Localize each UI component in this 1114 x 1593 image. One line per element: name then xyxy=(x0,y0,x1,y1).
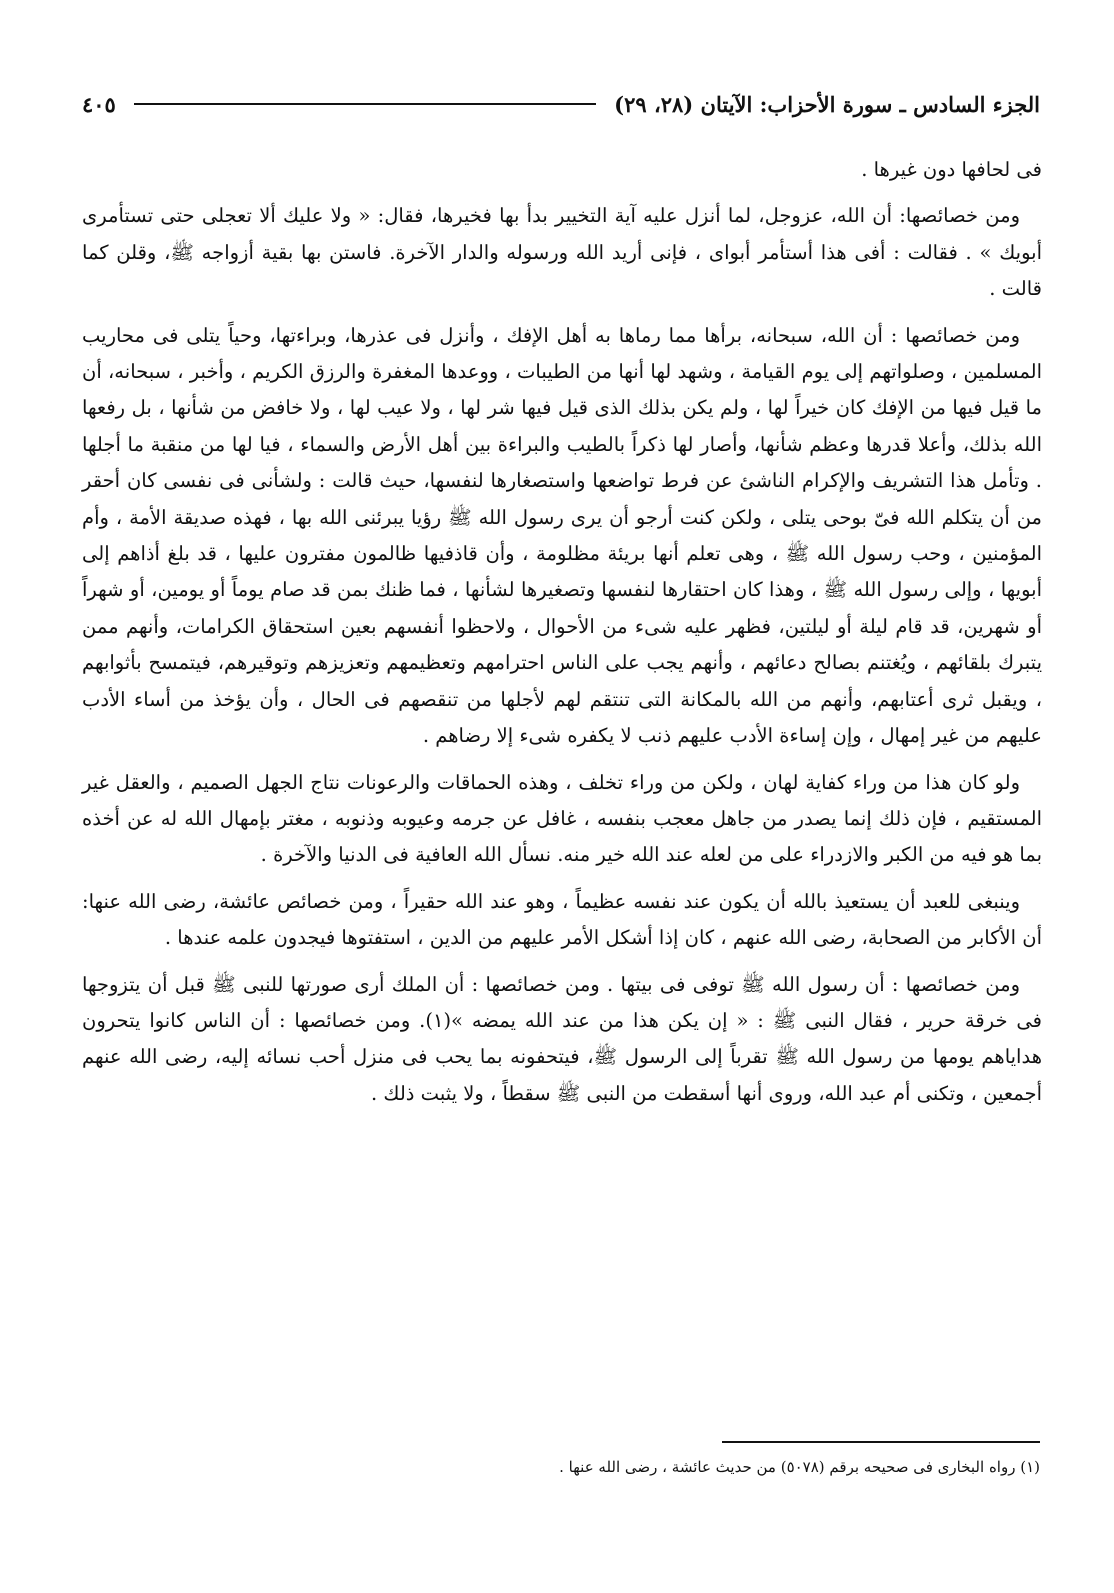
paragraph-continuation: فى لحافها دون غيرها . xyxy=(861,158,1042,181)
page-header xyxy=(82,86,1040,122)
running-header-title: الجزء السادس ـ سورة الأحزاب: الآيتان (٢٨، ٢٩) xyxy=(614,91,1040,117)
header-rule xyxy=(134,103,596,105)
paragraph-takhyir: ومن خصائصها: أن الله، عزوجل، لما أنزل عليه آية التخيير بدأ بها فخيرها، فقال: « ولا عليك ألا تعجلى حتى تستأمرى أبويك » . فقالت : أفى هذا أستأمر أبواى ، فإنى أريد الله ورسوله والدار الآخرة. فاستن بها بقية أزواجه ﷺ، وقلن كما قالت . xyxy=(82,204,1042,301)
paragraph-ifk: ومن خصائصها : أن الله، سبحانه، برأها مما رماها به أهل الإفك ، وأنزل فى عذرها، وبراءتها، وحياً يتلى فى محاريب المسلمين ، وصلواتهم إلى يوم القيامة ، وشهد لها أنها من الطيبات ، ووعدها المغفرة والرزق الكريم ، وأخبر ، سبحانه، أن ما قيل فيها من الإفك كان خيراً لها ، ولم يكن بذلك الذى قيل فيها شر لها ، ولا عيب لها ، ولا خافض من شأنها ، بل رفعها الله بذلك، وأعلا قدرها وعظم شأنها، وأصار لها ذكراً بالطيب والبراءة بين أهل الأرض والسماء ، فيا لها من منقبة ما أجلها . وتأمل هذا التشريف والإكرام الناشئ عن فرط تواضعها واستصغارها لنفسها، حيث قالت : ولشأنى فى نفسى كان أحقر من أن يتكلم الله فىّ بوحى يتلى ، ولكن كنت أرجو أن يرى رسول الله ﷺ رؤيا يبرئنى الله بها ، فهذه صديقة الأمة ، وأم المؤمنين ، وحب رسول الله ﷺ ، وهى تعلم أنها بريئة مظلومة ، وأن قاذفيها ظالمون مفترون عليها ، قد بلغ أذاهم إلى أبويها ، وإلى رسول الله ﷺ ، وهذا كان احتقارها لنفسها وتصغيرها لشأنها ، فما ظنك بمن قد صام يوماً أو يومين، أو شهراً أو شهرين، قد قام ليلة أو ليلتين، فظهر عليه شىء من الأحوال ، ولاحظوا أنفسهم بعين استحقاق الكرامات، وأنهم ممن يتبرك بلقائهم ، ويُغتنم بصالح دعائهم ، وأنهم يجب على الناس احترامهم وتعظيمهم وتعزيزهم وتوقيرهم، فيتمسح بأثوابهم ، ويقبل ثرى أعتابهم، وأنهم من الله بالمكانة التى تنتقم لهم لأجلها من تنقصهم فى الحال ، وأن يؤخذ من أساء الأدب عليهم من غير إمهال ، وإن إساءة الأدب عليهم ذنب لا يكفره شىء إلا رضاهم . xyxy=(82,323,1042,748)
paragraph-humility: ولو كان هذا من وراء كفاية لهان ، ولكن من وراء تخلف ، وهذه الحماقات والرعونات نتاج الجهل الصميم ، والعقل غير المستقيم ، فإن ذلك إنما يصدر من جاهل معجب بنفسه ، غافل عن جرمه وعيوبه وذنوبه ، مغتر بإمهال الله له عن أخذه بما هو فيه من الكبر والازدراء على من لعله عند الله خير منه. نسأل الله العافية فى الدنيا والآخرة . xyxy=(82,770,1042,867)
footnote: (١) رواه البخارى فى صحيحه برقم (٥٠٧٨) من حديث عائشة ، رضى الله عنها . xyxy=(559,1458,1040,1476)
body-text xyxy=(82,152,1042,1122)
page-number: ٤٠٥ xyxy=(82,91,116,117)
footnote-divider xyxy=(722,1441,1040,1443)
paragraph-companions: وينبغى للعبد أن يستعيذ بالله أن يكون عند نفسه عظيماً ، وهو عند الله حقيراً ، ومن خصائص عائشة، رضى الله عنها: أن الأكابر من الصحابة، رضى الله عنهم ، كان إذا أشكل الأمر عليهم من الدين ، استفتوها فيجدون علمه عندها . xyxy=(82,889,1042,950)
paragraph-more-virtues: ومن خصائصها : أن رسول الله ﷺ توفى فى بيتها . ومن خصائصها : أن الملك أرى صورتها للنبى ﷺ قبل أن يتزوجها فى خرقة حرير ، فقال النبى ﷺ : « إن يكن هذا من عند الله يمضه »(١). ومن خصائصها : أن الناس كانوا يتحرون هداياهم يومها من رسول الله ﷺ تقرباً إلى الرسول ﷺ، فيتحفونه بما يحب فى منزل أحب نسائه إليه، رضى الله عنهم أجمعين ، وتكنى أم عبد الله، وروى أنها أسقطت من النبى ﷺ سقطاً ، ولا يثبت ذلك . xyxy=(82,972,1042,1105)
